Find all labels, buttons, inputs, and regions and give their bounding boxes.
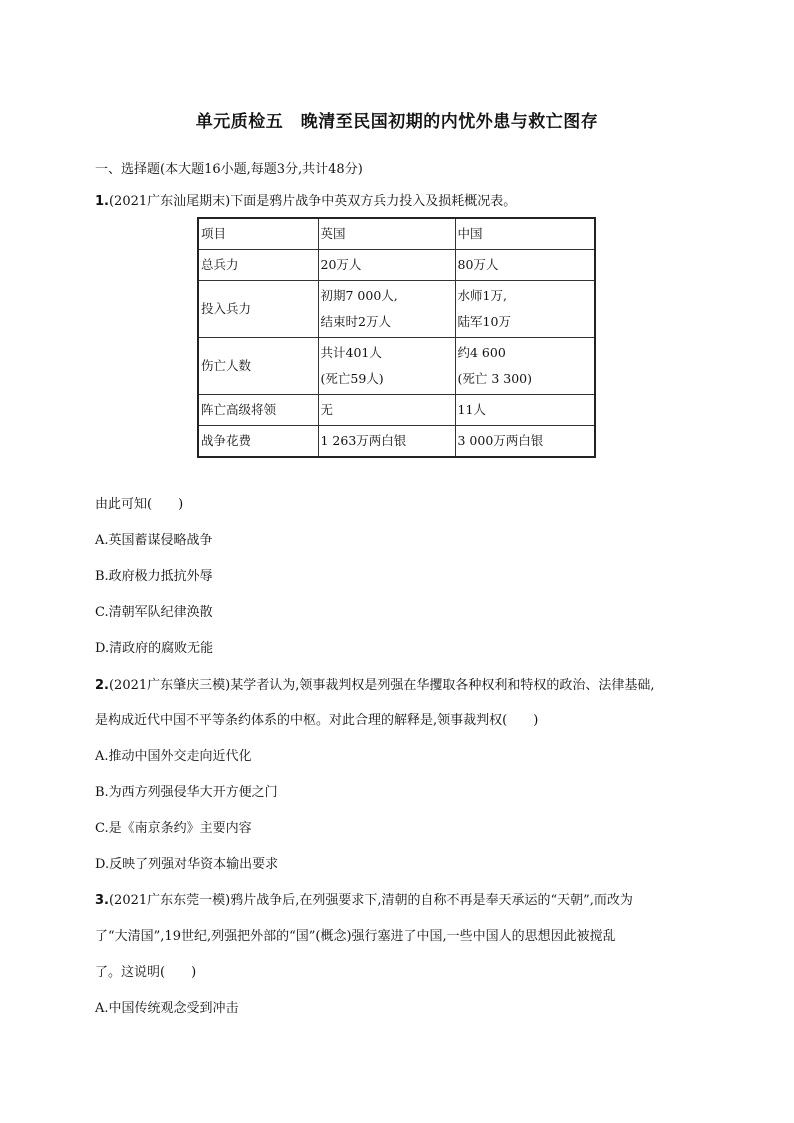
table-cell: 伤亡人数: [198, 338, 318, 395]
table-row: [198, 250, 595, 281]
table-cell: 总兵力: [198, 250, 318, 281]
table-cell: 20万人: [318, 250, 455, 281]
table-cell: 水师1万, 陆军10万: [455, 281, 595, 338]
option-b[interactable]: B.政府极力抵抗外辱: [95, 569, 213, 584]
question-3-stem-line3: 了。这说明( ): [95, 965, 197, 980]
table-cell: 阵亡高级将领: [198, 395, 318, 426]
section-header: 一、选择题(本大题16小题,每题3分,共计48分): [95, 162, 363, 177]
question-text: (2021广东汕尾期末)下面是鸦片战争中英双方兵力投入及损耗概况表。: [108, 194, 517, 209]
question-2-stem: [95, 674, 654, 693]
question-number: 1.: [95, 194, 109, 209]
table-header-cell: 中国: [455, 218, 595, 250]
table-cell: 共计401人 (死亡59人): [318, 338, 455, 395]
troops-table: [197, 217, 596, 458]
option-a[interactable]: A.英国蓄谋侵略战争: [95, 533, 213, 548]
table-cell: 80万人: [455, 250, 595, 281]
question-text: (2021广东肇庆三模)某学者认为,领事裁判权是列强在华攫取各种权利和特权的政治、法律基础,: [108, 678, 655, 693]
table-row: [198, 426, 595, 458]
table-cell: 无: [318, 395, 455, 426]
option-c[interactable]: C.是《南京条约》主要内容: [95, 821, 252, 836]
table-header-cell: 项目: [198, 218, 318, 250]
question-2-stem-line2: 是构成近代中国不平等条约体系的中枢。对此合理的解释是,领事裁判权( ): [95, 713, 539, 728]
page-title: 单元质检五 晚清至民国初期的内忧外患与救亡图存: [195, 112, 599, 132]
question-text: (2021广东东莞一模)鸦片战争后,在列强要求下,清朝的自称不再是奉天承运的“天朝”,而改为: [108, 893, 633, 908]
table-row: [198, 395, 595, 426]
question-3-stem: [95, 889, 633, 908]
question-1-stem: [95, 190, 516, 209]
table-cell: 初期7 000人, 结束时2万人: [318, 281, 455, 338]
option-d[interactable]: D.反映了列强对华资本输出要求: [95, 857, 279, 872]
table-header-cell: 英国: [318, 218, 455, 250]
table-cell: 1 263万两白银: [318, 426, 455, 458]
option-a[interactable]: A.推动中国外交走向近代化: [95, 749, 252, 764]
table-header-row: [198, 218, 595, 250]
table-cell: 3 000万两白银: [455, 426, 595, 458]
question-number: 2.: [95, 678, 109, 693]
table-row: [198, 338, 595, 395]
option-c[interactable]: C.清朝军队纪律涣散: [95, 605, 213, 620]
table-cell: 战争花费: [198, 426, 318, 458]
option-b[interactable]: B.为西方列强侵华大开方便之门: [95, 785, 278, 800]
option-a[interactable]: A.中国传统观念受到冲击: [95, 1001, 239, 1016]
question-number: 3.: [95, 893, 109, 908]
question-3-stem-line2: 了“大清国”,19世纪,列强把外部的“国”(概念)强行塞进了中国,一些中国人的思想因此被搅乱: [95, 929, 616, 944]
question-1-prompt: 由此可知( ): [95, 497, 184, 512]
table-row: [198, 281, 595, 338]
option-d[interactable]: D.清政府的腐败无能: [95, 641, 214, 656]
table-cell: 投入兵力: [198, 281, 318, 338]
table-cell: 约4 600 (死亡 3 300): [455, 338, 595, 395]
table-cell: 11人: [455, 395, 595, 426]
